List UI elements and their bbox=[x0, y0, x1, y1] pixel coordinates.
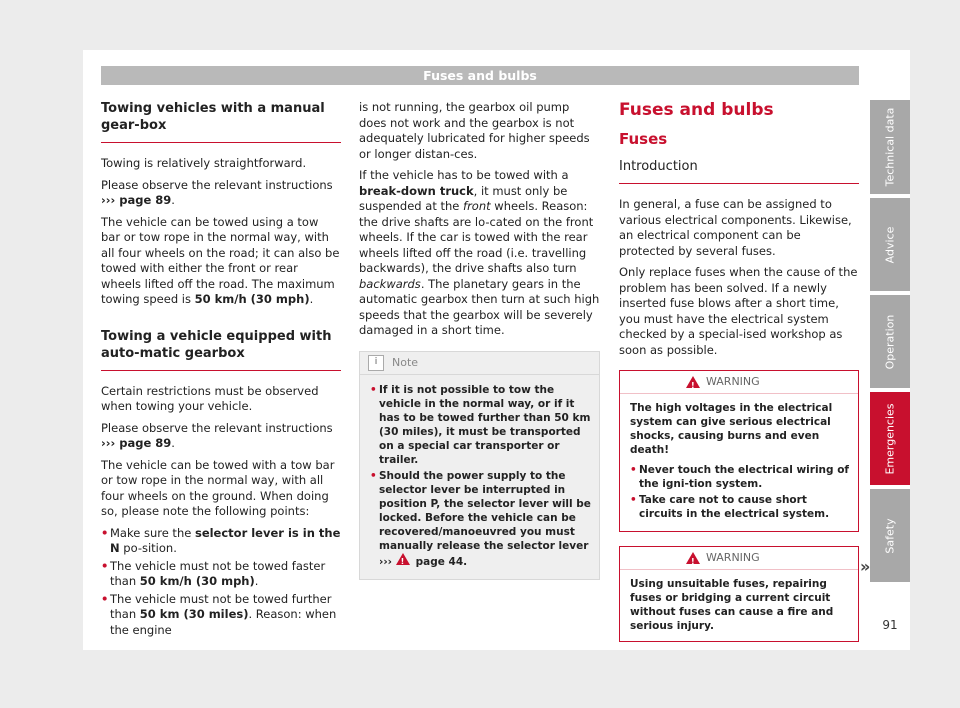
paragraph: If the vehicle has to be towed with a break-down truck, it must only be suspended at the front wheels. Reason: the drive shafts are lo-cated on the front wheels. If the car is towed with the rear wheels lifted off the road (i.e. travelling backwards), the drive shafts also turn backwards. The planetary gears in the automatic gearbox then turn at such high speeds that the gearbox will be severely damaged in a short time. bbox=[359, 168, 600, 337]
page-link[interactable]: ››› page 89 bbox=[101, 436, 172, 450]
paragraph: The vehicle can be towed using a tow bar or tow rope in the normal way, with all four wheels on the road; it can also be towed with either the front or rear wheels lifted off the road. The maximum towing speed is 50 km/h (30 mph). bbox=[101, 214, 340, 306]
paragraph: Please observe the relevant instructions ››› page 89. bbox=[101, 177, 333, 207]
warning-header: ! WARNING bbox=[620, 547, 858, 570]
running-header: Fuses and bulbs bbox=[101, 66, 859, 85]
paragraph: Certain restrictions must be observed when towing your vehicle. bbox=[101, 383, 319, 413]
paragraph: Only replace fuses when the cause of the problem has been solved. If a newly inserted fuse blows after a short time, you must have the electrical system checked by a special-ised workshop as soon as possible. bbox=[619, 265, 858, 357]
warning-box bbox=[619, 546, 859, 642]
tab-operation[interactable]: Operation bbox=[870, 295, 910, 388]
paragraph: In general, a fuse can be assigned to various electrical components. Likewise, an electrical component can be protected by several fuses. bbox=[619, 197, 852, 258]
note-list bbox=[370, 383, 591, 569]
paragraph: Please observe the relevant instructions ››› page 89. bbox=[101, 420, 333, 450]
subsection-title: Introduction bbox=[619, 158, 859, 184]
column-3 bbox=[619, 100, 859, 642]
page-link[interactable]: ››› page 89 bbox=[101, 193, 172, 207]
paragraph: The vehicle can be towed with a tow bar or tow rope in the normal way, with all four wheels on the ground. When doing so, please note the following points: bbox=[101, 457, 335, 518]
chapter-tabs bbox=[870, 100, 910, 586]
warning-body: Using unsuitable fuses, repairing fuses or bridging a current circuit without fuses can cause a fire and serious injury. bbox=[630, 578, 834, 632]
note-body bbox=[360, 375, 599, 579]
tab-advice[interactable]: Advice bbox=[870, 198, 910, 291]
section-heading-manual: Towing vehicles with a manual gear-box bbox=[101, 100, 341, 143]
warning-triangle-icon bbox=[396, 553, 410, 565]
info-icon: i bbox=[368, 355, 384, 371]
tab-safety[interactable]: Safety bbox=[870, 489, 910, 582]
list-item: • Should the power supply to the selector lever be interrupted in position P, the selector lever will be locked. Before the vehicle can be recovered/manoeuvred you must manually release the selector lever ››› ! page 44. bbox=[370, 469, 591, 569]
warning-header: ! WARNING bbox=[620, 371, 858, 394]
paragraph: Towing is relatively straightforward. bbox=[101, 156, 307, 170]
list-item: • The vehicle must not be towed faster than 50 km/h (30 mph). bbox=[101, 559, 341, 590]
page-link[interactable]: page 44. bbox=[415, 555, 468, 568]
column-1 bbox=[101, 100, 341, 640]
continued-arrow-icon: » bbox=[860, 557, 871, 576]
warning-box bbox=[619, 370, 859, 532]
warning-body: The high voltages in the electrical system can give serious electrical shocks, causing burns and even death! • Never touch the electrical wiring of the igni-tion system. • Take care not to cause short circuits in the electrical system. bbox=[620, 394, 858, 531]
tab-technical-data[interactable]: Technical data bbox=[870, 100, 910, 194]
column-2 bbox=[359, 100, 600, 580]
tab-emergencies[interactable]: Emergencies bbox=[870, 392, 910, 485]
page-number: 91 bbox=[882, 618, 898, 632]
list-item: • The vehicle must not be towed further than 50 km (30 miles). Reason: when the engine bbox=[101, 592, 341, 639]
section-title: Fuses bbox=[619, 130, 668, 148]
bullet-list bbox=[101, 526, 341, 639]
paragraph: is not running, the gearbox oil pump does not work and the gearbox is not adequately lubricated for higher speeds or longer distan-ces. bbox=[359, 100, 590, 161]
chapter-title: Fuses and bulbs bbox=[619, 100, 774, 120]
warning-triangle-icon bbox=[686, 376, 700, 388]
list-item: • Take care not to cause short circuits in the electrical system. bbox=[630, 493, 850, 521]
warning-triangle-icon bbox=[686, 552, 700, 564]
list-item: • Make sure the selector lever is in the N po-sition. bbox=[101, 526, 341, 557]
list-item: • If it is not possible to tow the vehicle in the normal way, or if it has to be towed further than 50 km (30 miles), it must be transported on a special car transporter or trailer. bbox=[370, 383, 591, 467]
note-box bbox=[359, 351, 600, 580]
list-item: • Never touch the electrical wiring of the igni-tion system. bbox=[630, 463, 850, 491]
section-heading-automatic: Towing a vehicle equipped with auto-matic gearbox bbox=[101, 328, 341, 371]
note-header: i Note bbox=[360, 352, 599, 375]
